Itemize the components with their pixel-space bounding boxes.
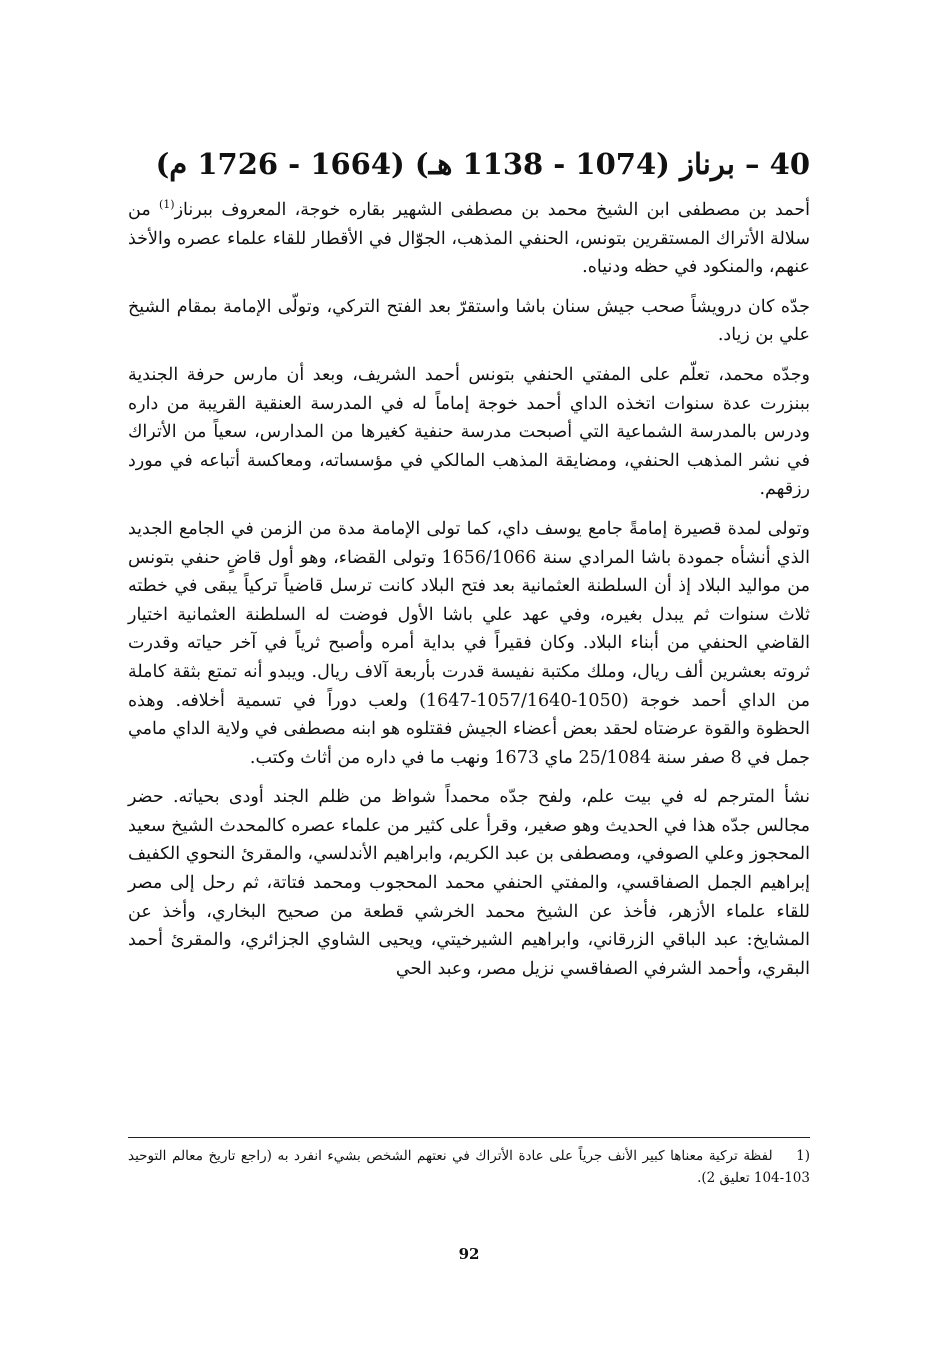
footnote: [128, 1145, 810, 1189]
paragraph-1-after-note: من سلالة الأتراك المستقرين بتونس، الحنفي المذهب، الجوّال في الأقطار للقاء علماء عصره والأخذ عنهم، والمنكود في حظه ودنياه.: [128, 200, 810, 278]
page-number: 92: [458, 1245, 480, 1263]
footnote-separator: [128, 1137, 810, 1138]
footnote-mark: (1: [796, 1148, 811, 1164]
paragraph-2: جدّه كان درويشاً صحب جيش سنان باشا واستقرّ بعد الفتح التركي، وتولّى الإمامة بمقام الشيخ علي بن زياد.: [128, 296, 810, 346]
paragraph-3: وجدّه محمد، تعلّم على المفتي الحنفي بتونس أحمد الشريف، وبعد أن مارس حرفة الجندية ببنزرت عدة سنوات اتخذه الداي أحمد خوجة إماماً له في المدرسة العنقية القريبة من داره ودرس بالمدرسة الشماعية التي أصبحت مدرسة حنفية كغيرها من المدارس، سعياً من الأتراك في نشر المذهب الحنفي، ومضايقة المذهب المالكي في مؤسساته، ومعاكسة أتباعه في مورد رزقهم.: [128, 364, 810, 500]
paragraph-4: وتولى لمدة قصيرة إمامةً جامع يوسف داي، كما تولى الإمامة مدة من الزمن في الجامع الجديد الذي أنشأه جمودة باشا المرادي سنة 1656/1066 وتولى القضاء، وهو أول قاضٍ حنفي بتونس من مواليد البلاد إذ أن السلطنة العثمانية بعد فتح البلاد كانت ترسل قاضياً تركياً يبقى في خطته ثلاث سنوات ثم يبدل بغيره، وفي عهد علي باشا الأول فوضت له السلطنة العثمانية اختيار القاضي الحنفي من أبناء البلاد. وكان فقيراً في بداية أمره وأصبح ثرياً في آخر حياته وقدرت ثروته بعشرين ألف ريال، وملك مكتبة نفيسة قدرت بأربعة آلاف ريال. ويبدو أنه تمتع بثقة كاملة من الداي أحمد خوجة (1050-1057/1640-1647) ولعب دوراً في تسمية أخلافه. وهذه الحظوة والقوة عرضتاه لحقد بعض أعضاء الجيش فقتلوه هو ابنه مصطفى في ولاية الداي مامي جمل في 8 صفر سنة 25/1084 ماي 1673 ونهب ما في داره من أثاث وكتب.: [128, 518, 811, 768]
footnote-reference: (1): [158, 198, 175, 212]
entry-body: [128, 196, 810, 994]
entry-title: 40 – برناز (1074 - 1138 هـ) (1664 - 1726 م): [155, 147, 810, 181]
footnote-text: لفظة تركية معناها كبير الأنف جرياً على عادة الأتراك في نعتهم الشخص بشيء انفرد به (راجع تاريخ معالم التوحيد 103-104 تعليق 2).: [128, 1148, 810, 1186]
paragraph-1-before-note: أحمد بن مصطفى ابن الشيخ محمد بن مصطفى الشهير بقاره خوجة، المعروف ببرناز: [174, 200, 811, 220]
paragraph-1: [128, 196, 810, 282]
paragraph-5: نشأ المترجم له في بيت علم، ولفح جدّه محمداً شواظ من ظلم الجند أودى بحياته. حضر مجالس جدّه هذا في الحديث وهو صغير، وقرأ على كثير من علماء عصره كالمحدث الشيخ سعيد المحجوز وعلي الصوفي، ومصطفى بن عبد الكريم، وابراهيم الأندلسي، والمقرئ النحوي الكفيف إبراهيم الجمل الصفاقسي، والمفتي الحنفي محمد المحجوب ومحمد فتاتة، ثم رحل إلى مصر للقاء علماء الأزهر، فأخذ عن الشيخ محمد الخرشي قطعة من صحيح البخاري، وأخذ عن المشايخ: عبد الباقي الزرقاني، وابراهيم الشيرخيتي، ويحيى الشاوي الجزائري، والمقرئ أحمد البقري، وأحمد الشرفي الصفاقسي نزيل مصر، وعبد الحي: [128, 787, 811, 979]
